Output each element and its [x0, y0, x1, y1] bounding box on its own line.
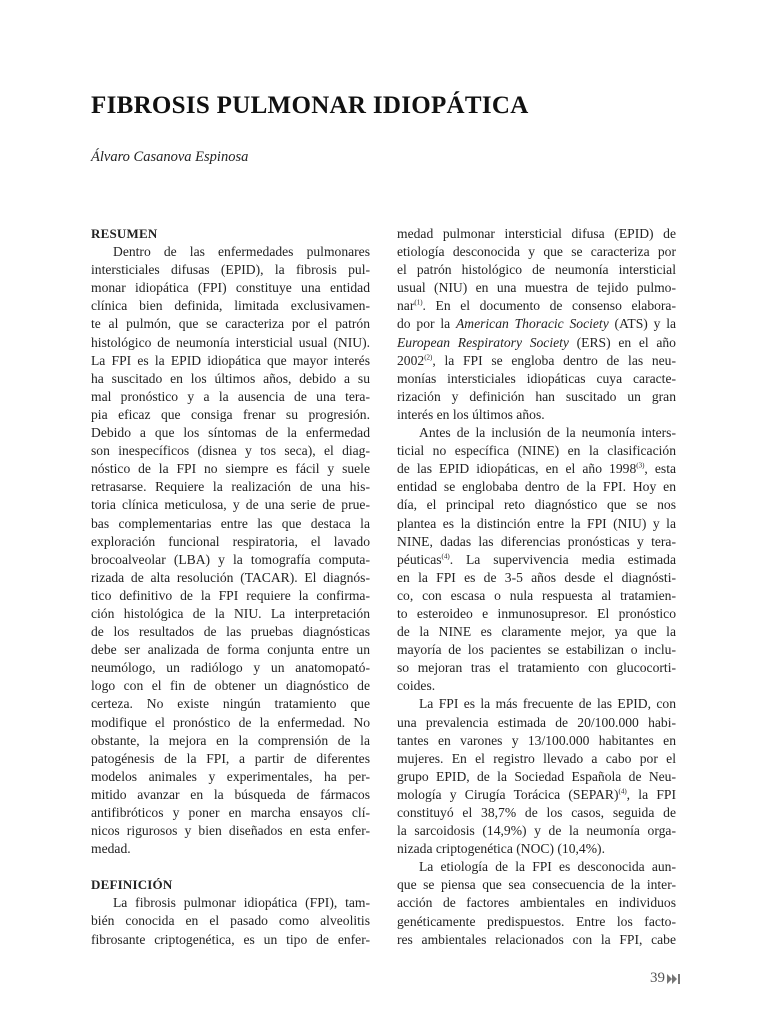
text-line: una prevalencia estimada de 20/100.000 habi- — [397, 714, 676, 730]
text-line: tantes en varones y 13/100.000 habitantes en — [397, 732, 676, 748]
text-line: bas complementarias entre las que destaca la — [91, 515, 370, 531]
text-line: péuticas$^{(4)}$. La supervivencia media estimada — [397, 551, 676, 567]
text-line: usual (NIU) en una muestra de tejido pulmo- — [397, 280, 676, 296]
text-line: intersticiales difusas (EPID), la fibrosis pul- — [91, 262, 370, 278]
text-line: son inespecíficos (disnea y tos seca), el diag- — [91, 443, 370, 459]
left-column — [91, 225, 370, 949]
text-line: logo con el fin de obtener un diagnóstico de — [91, 678, 370, 694]
text-line: La etiología de la FPI es desconocida aun- — [419, 859, 676, 875]
right-column — [397, 225, 676, 949]
text-line: grupo EPID, de la Sociedad Española de Neu- — [397, 768, 676, 784]
text-line: clínica bien definida, limitada exclusivamen- — [91, 298, 370, 314]
text-line: modelos animales y experimentales, ha per- — [91, 768, 370, 784]
text-line: de la NINE es claramente mejor, ya que la — [397, 624, 676, 640]
section-heading-resumen: RESUMEN — [91, 226, 158, 241]
text-line: ha suscitado en los últimos años, debido a su — [91, 370, 370, 386]
text-line: bién conocida en el pasado como alveolitis — [91, 913, 370, 929]
text-line: co, con escasa o nula respuesta al tratamien- — [397, 587, 676, 603]
page-number-text: 39 — [650, 970, 665, 986]
text-line: el patrón histológico de neumonía intersticial — [397, 262, 676, 278]
text-line: patogénesis de la FPI, a partir de diferentes — [91, 750, 370, 766]
text-line: so mejoran tras el tratamiento con glucocorti- — [397, 660, 676, 676]
text-line: modifique el pronóstico de la enfermedad. No — [91, 714, 370, 730]
citation-ref: (4) — [618, 787, 627, 796]
text-line: monar idiopática (FPI) constituye una entidad — [91, 280, 370, 296]
text-line: genéticamente predispuestos. Entre los facto- — [397, 913, 676, 929]
text-line: te al pulmón, que se caracteriza por el patrón — [91, 316, 370, 332]
text-line: mología y Cirugía Torácica (SEPAR)$^{(4)}$, la FPI — [397, 786, 676, 802]
text-line: histológico de neumonía intersticial usual (NIU). — [91, 334, 370, 350]
citation-ref: (3) — [636, 461, 645, 470]
text-line: to esteroideo e inmunosupresor. El pronóstico — [397, 605, 676, 621]
text-line: monías intersticiales idiopáticas cuya caracte- — [397, 370, 676, 386]
text-line: brocoalveolar (LBA) y la tomografía computa- — [91, 551, 370, 567]
text-line: constituyó el 38,7% de los casos, seguida de — [397, 805, 676, 820]
text-line: de los resultados de las pruebas diagnósticas — [91, 624, 370, 640]
citation-ref: (2) — [424, 353, 433, 362]
text-line: pia eficaz que consiga frenar su progresión. — [91, 406, 370, 422]
text-line: nóstico de la FPI no siempre es fácil y suele — [91, 461, 370, 477]
text-line: fibrosante criptogenética, es un tipo de enfer- — [91, 931, 370, 947]
text-line: obstante, la mejora en la comprensión de la — [91, 732, 370, 748]
text-line: certeza. No existe ningún tratamiento que — [91, 696, 370, 712]
text-line: rización y definición han suscitado un gran — [397, 388, 676, 404]
text-line: nicos rigurosos y bien diseñados en esta enfer- — [91, 823, 370, 839]
forward-arrows-icon — [667, 973, 683, 985]
text-line: La fibrosis pulmonar idiopática (FPI), tam- — [113, 895, 370, 911]
text-line: retrasarse. Requiere la realización de una his- — [91, 479, 370, 495]
text-line: Antes de la inclusión de la neumonía inters- — [419, 425, 676, 441]
text-line: debe ser analizada de forma conjunta entre un — [91, 642, 370, 658]
text-line: La FPI es la más frecuente de las EPID, con — [419, 696, 676, 712]
section-heading-definicion: DEFINICIÓN — [91, 877, 173, 893]
text-line: antifibróticos y poner en marcha ensayos clí- — [91, 805, 370, 820]
author-name: Álvaro Casanova Espinosa — [91, 149, 249, 165]
text-line: 2002$^{(2)}$, la FPI se engloba dentro de las neu- — [397, 352, 676, 368]
text-line: mayoría de los pacientes se estabilizan o inclu- — [397, 642, 676, 658]
text-line: que se piensa que sea consecuencia de la inter- — [397, 877, 676, 893]
text-line: Dentro de las enfermedades pulmonares — [113, 244, 370, 260]
text-line: La FPI es la EPID idiopática que mayor interés — [91, 352, 370, 368]
text-line: en la FPI es de 3-5 años desde el diagnósti- — [397, 569, 676, 585]
text-line: mitido avanzar en la búsqueda de fármacos — [91, 786, 370, 802]
text-line: tico definitivo de la FPI requiere la confirma- — [91, 587, 370, 603]
citation-ref: (4) — [441, 552, 450, 561]
text-line: res ambientales relacionados con la FPI, cabe — [397, 931, 676, 947]
text-line: mal pronóstico y a la ausencia de una tera- — [91, 388, 370, 404]
text-line: European Respiratory Society (ERS) en el año — [397, 334, 676, 350]
text-line: la sarcoidosis (14,9%) y de la neumonía orga- — [397, 823, 676, 839]
text-line: neumólogo, un radiólogo y un anatomopató- — [91, 660, 370, 676]
text-line: exploración funcional respiratoria, el lavado — [91, 533, 370, 549]
text-line: Debido a que los síntomas de la enfermedad — [91, 425, 370, 441]
article-title: FIBROSIS PULMONAR IDIOPÁTICA — [91, 92, 529, 119]
text-line: medad pulmonar intersticial difusa (EPID) de — [397, 226, 676, 241]
text-line: plantea es la distinción entre la FPI (NIU) y la — [397, 515, 676, 531]
text-line: medad. — [91, 841, 131, 857]
text-line: día, el principal reto diagnóstico que se nos — [397, 497, 676, 513]
text-line: nar$^{(1)}$. En el documento de consenso elabora- — [397, 298, 676, 314]
text-line: ticial no específica (NINE) en la clasificación — [397, 443, 676, 459]
text-line: NINE, dadas las diferencias pronósticas y tera- — [397, 533, 676, 549]
page-number — [650, 970, 683, 987]
text-line: interés en los últimos años. — [397, 406, 545, 422]
text-line: entidad se englobaba dentro de la FPI. Hoy en — [397, 479, 676, 495]
text-line: de las EPID idiopáticas, en el año 1998$^{(3)}$, esta — [397, 461, 677, 477]
citation-ref: (1) — [414, 298, 423, 307]
text-line: acción de factores ambientales en individuos — [397, 895, 676, 911]
text-line: toria clínica meticulosa, y de una serie de prue- — [91, 497, 370, 513]
text-line: etiología desconocida y que se caracteriza por — [397, 244, 676, 260]
text-line: mujeres. En el registro llevado a cabo por el — [397, 750, 676, 766]
text-line: do por la American Thoracic Society (ATS) y la — [397, 316, 676, 332]
text-line: rizada de alta resolución (TACAR). El diagnós- — [91, 569, 370, 585]
text-line: coides. — [397, 678, 436, 694]
text-line: nizada criptogenética (NOC) (10,4%). — [397, 841, 605, 857]
text-line: ción histológica de la NIU. La interpretación — [91, 605, 370, 621]
